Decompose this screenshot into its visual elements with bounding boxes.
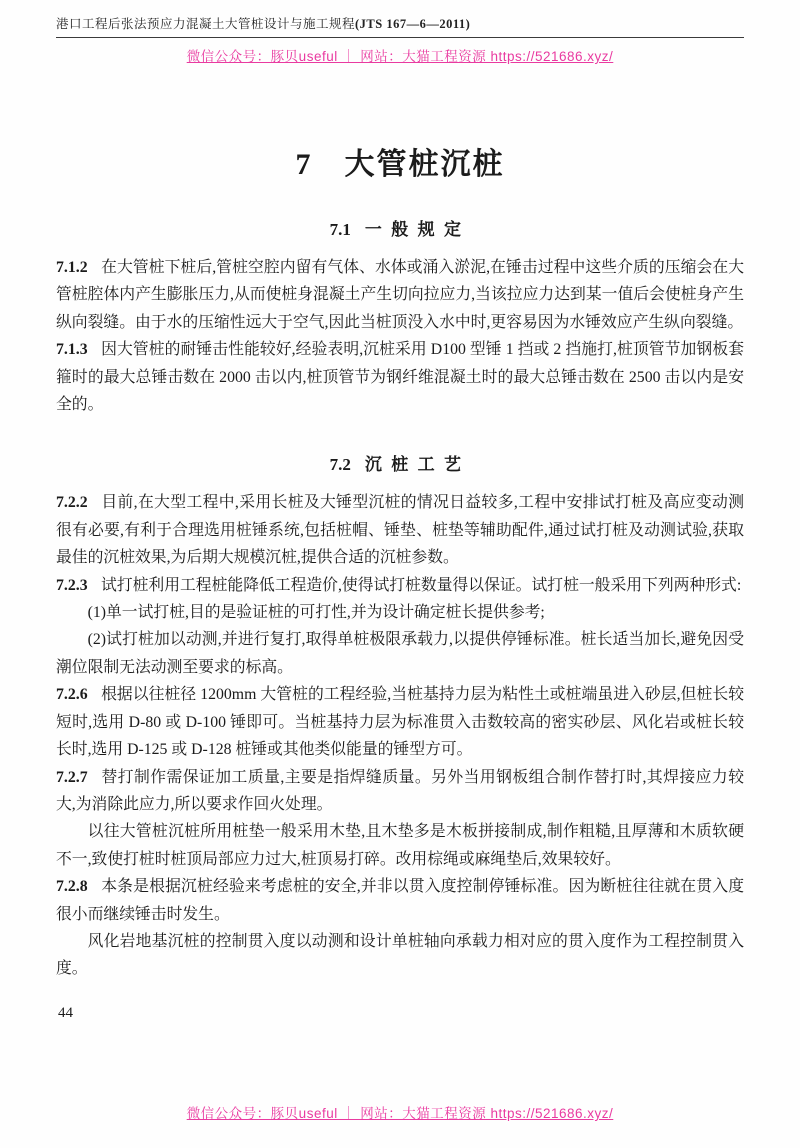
clause-number: 7.2.2 <box>56 494 88 512</box>
clause-number: 7.2.8 <box>56 878 88 896</box>
section-number: 7.2 <box>329 455 351 475</box>
clause-text: 本条是根据沉桩经验来考虑桩的安全,并非以贯入度控制停锤标准。因为断桩往往就在贯入度很小而继续锤击时发生。 <box>56 878 744 923</box>
section-title: 沉桩工艺 <box>364 455 471 475</box>
running-header <box>56 10 744 38</box>
paragraph-7-2-8-cont: 风化岩地基沉桩的控制贯入度以动测和设计单桩轴向承载力相对应的贯入度作为工程控制贯入度。 <box>56 932 744 978</box>
watermark-top: 微信公众号：豚贝useful ｜ 网站：大猫工程资源 https://521686.xyz/ <box>186 49 614 64</box>
watermark-bottom: 微信公众号：豚贝useful ｜ 网站：大猫工程资源 https://521686.xyz/ <box>186 1106 614 1121</box>
paragraph-7-2-7-cont: 以往大管桩沉桩所用桩垫一般采用木垫,且木垫多是木板拼接制成,制作粗糙,且厚薄和木质软硬不一,致使打桩时桩顶局部应力过大,桩顶易打碎。改用棕绳或麻绳垫后,效果较好。 <box>56 823 744 868</box>
clause-text: 因大管桩的耐锤击性能较好,经验表明,沉桩采用 D100 型锤 1 挡或 2 挡施打,桩顶管节加钢板套箍时的最大总锤击数在 2000 击以内,桩顶管节为钢纤维混凝土时的最大总锤击数在 2500 击以内是安全的。 <box>56 341 744 414</box>
clause-text: 目前,在大型工程中,采用长桩及大锤型沉桩的情况日益较多,工程中安排试打桩及高应变动测很有必要,有利于合理选用桩锤系统,包括桩帽、锤垫、桩垫等辅助配件,通过试打桩及动测试验,获取最佳的沉桩效果,为后期大规模沉桩,提供合适的沉桩参数。 <box>56 494 744 567</box>
clause-number: 7.1.2 <box>56 259 88 276</box>
list-item-2: (2)试打桩加以动测,并进行复打,取得单桩极限承载力,以提供停锤标准。桩长适当加长,避免因受潮位限制无法动测至要求的标高。 <box>56 631 744 676</box>
clause-text: 试打桩利用工程桩能降低工程造价,使得试打桩数量得以保证。试打桩一般采用下列两种形式: <box>101 576 742 594</box>
clause-text: 根据以往桩径 1200mm 大管桩的工程经验,当桩基持力层为粘性土或桩端虽进入砂层,但桩长较短时,选用 D-80 或 D-100 锤即可。当桩基持力层为标准贯入击数较高的密实砂层、风化岩或桩长较长时,选用 D-125 或 D-128 桩锤或其他类似能量的锤型方可。 <box>56 686 744 759</box>
paragraph-7-1-3 <box>56 336 744 418</box>
clause-number: 7.1.3 <box>56 341 88 359</box>
body-text <box>56 254 744 983</box>
section-heading-7-2 <box>56 450 744 475</box>
paragraph-7-2-2 <box>56 489 744 571</box>
page-number: 44 <box>58 1004 73 1021</box>
chapter-title: 7 大管桩沉桩 <box>295 148 505 181</box>
clause-text: 在大管桩下桩后,管桩空腔内留有气体、水体或涌入淤泥,在锤击过程中这些介质的压缩会在大管桩腔体内产生膨胀压力,从而使桩身混凝土产生切向拉应力,当该拉应力达到某一值后会使桩身产生纵向裂缝。由于水的压缩性远大于空气,因此当桩顶没入水中时,更容易因为水锤效应产生纵向裂缝。 <box>56 259 744 331</box>
paragraph-7-2-3 <box>56 572 744 599</box>
section-heading-7-1 <box>56 215 744 240</box>
paragraph-7-1-2 <box>56 254 744 336</box>
section-number: 7.1 <box>329 220 351 239</box>
clause-number: 7.2.3 <box>56 576 88 594</box>
paragraph-7-2-6 <box>56 681 744 763</box>
paragraph-7-2-8 <box>56 873 744 928</box>
clause-number: 7.2.7 <box>56 768 88 786</box>
list-item-1: (1)单一试打桩,目的是验证桩的可打性,并为设计确定桩长提供参考; <box>87 604 545 622</box>
standard-code: (JTS 167—6—2011) <box>355 17 471 31</box>
section-title: 一般规定 <box>364 220 471 239</box>
clause-text: 替打制作需保证加工质量,主要是指焊缝质量。另外当用钢板组合制作替打时,其焊接应力较大,为消除此应力,所以要求作回火处理。 <box>56 768 744 813</box>
running-header-title: 港口工程后张法预应力混凝土大管桩设计与施工规程 <box>56 17 356 31</box>
clause-number: 7.2.6 <box>56 686 88 704</box>
paragraph-7-2-7 <box>56 764 744 819</box>
